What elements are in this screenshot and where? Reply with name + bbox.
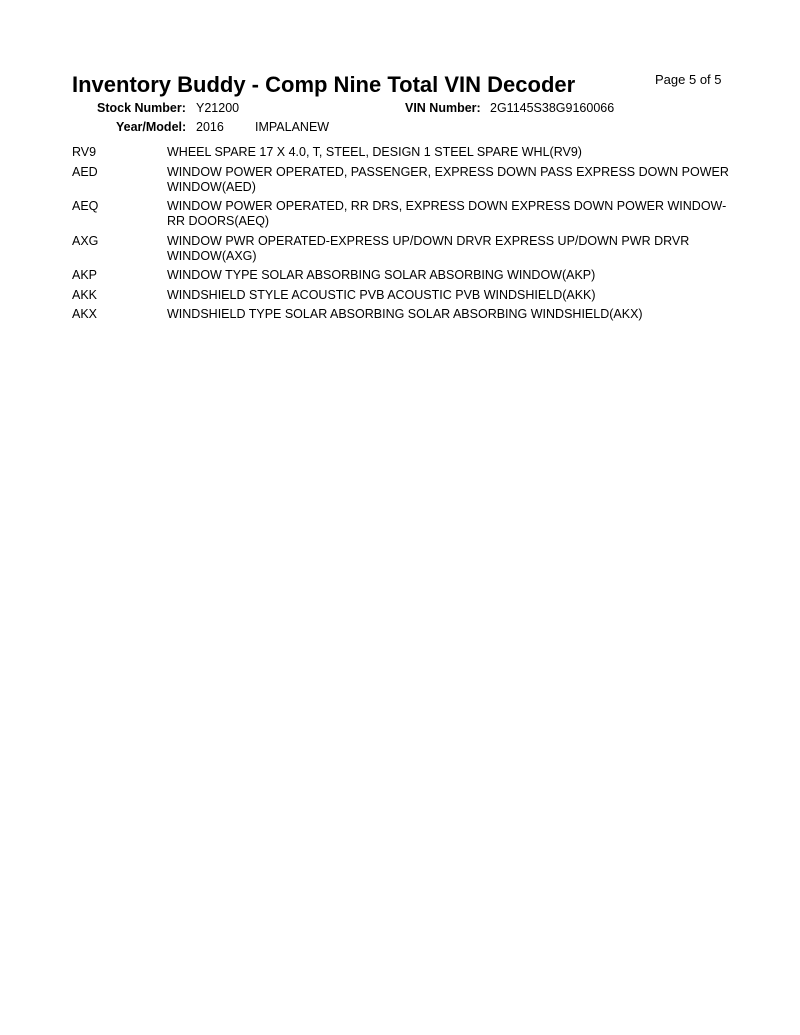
option-description: WINDOW TYPE SOLAR ABSORBING SOLAR ABSORBING WINDOW(AKP) <box>167 268 596 282</box>
stock-number-label: Stock Number: <box>97 101 186 115</box>
year-value: 2016 <box>196 120 224 134</box>
list-item <box>72 288 732 303</box>
year-model-label: Year/Model: <box>116 120 187 134</box>
list-item <box>72 234 732 264</box>
document-title: Inventory Buddy - Comp Nine Total VIN Decoder <box>72 72 576 97</box>
option-code: AXG <box>72 233 99 248</box>
page-number: Page 5 of 5 <box>655 72 722 87</box>
option-code: AKX <box>72 307 98 321</box>
option-description: WHEEL SPARE 17 X 4.0, T, STEEL, DESIGN 1 STEEL SPARE WHL(RV9) <box>167 145 582 159</box>
list-item <box>72 199 732 229</box>
option-code-list <box>72 145 732 327</box>
option-code: AKP <box>72 268 98 282</box>
vin-number-label: VIN Number: <box>405 101 481 115</box>
list-item <box>72 145 732 160</box>
vin-number-value: 2G1145S38G9160066 <box>490 101 615 115</box>
model-value: IMPALANEW <box>255 120 330 134</box>
list-item <box>72 268 732 283</box>
list-item <box>72 165 732 195</box>
option-code: AEQ <box>72 199 99 213</box>
option-description: WINDOW POWER OPERATED, RR DRS, EXPRESS DOWN EXPRESS DOWN POWER WINDOW-RR DOORS(AEQ) <box>167 199 727 228</box>
option-description: WINDOW PWR OPERATED-EXPRESS UP/DOWN DRVR EXPRESS UP/DOWN PWR DRVR WINDOW(AXG) <box>167 233 690 263</box>
option-description: WINDSHIELD STYLE ACOUSTIC PVB ACOUSTIC PVB WINDSHIELD(AKK) <box>167 287 596 302</box>
option-code: AKK <box>72 287 98 302</box>
option-code: AED <box>72 164 98 179</box>
option-code: RV9 <box>72 145 97 159</box>
option-description: WINDSHIELD TYPE SOLAR ABSORBING SOLAR ABSORBING WINDSHIELD(AKX) <box>167 307 643 321</box>
stock-number-value: Y21200 <box>196 101 240 115</box>
option-description: WINDOW POWER OPERATED, PASSENGER, EXPRESS DOWN PASS EXPRESS DOWN POWER WINDOW(AED) <box>167 164 729 194</box>
list-item <box>72 307 732 322</box>
